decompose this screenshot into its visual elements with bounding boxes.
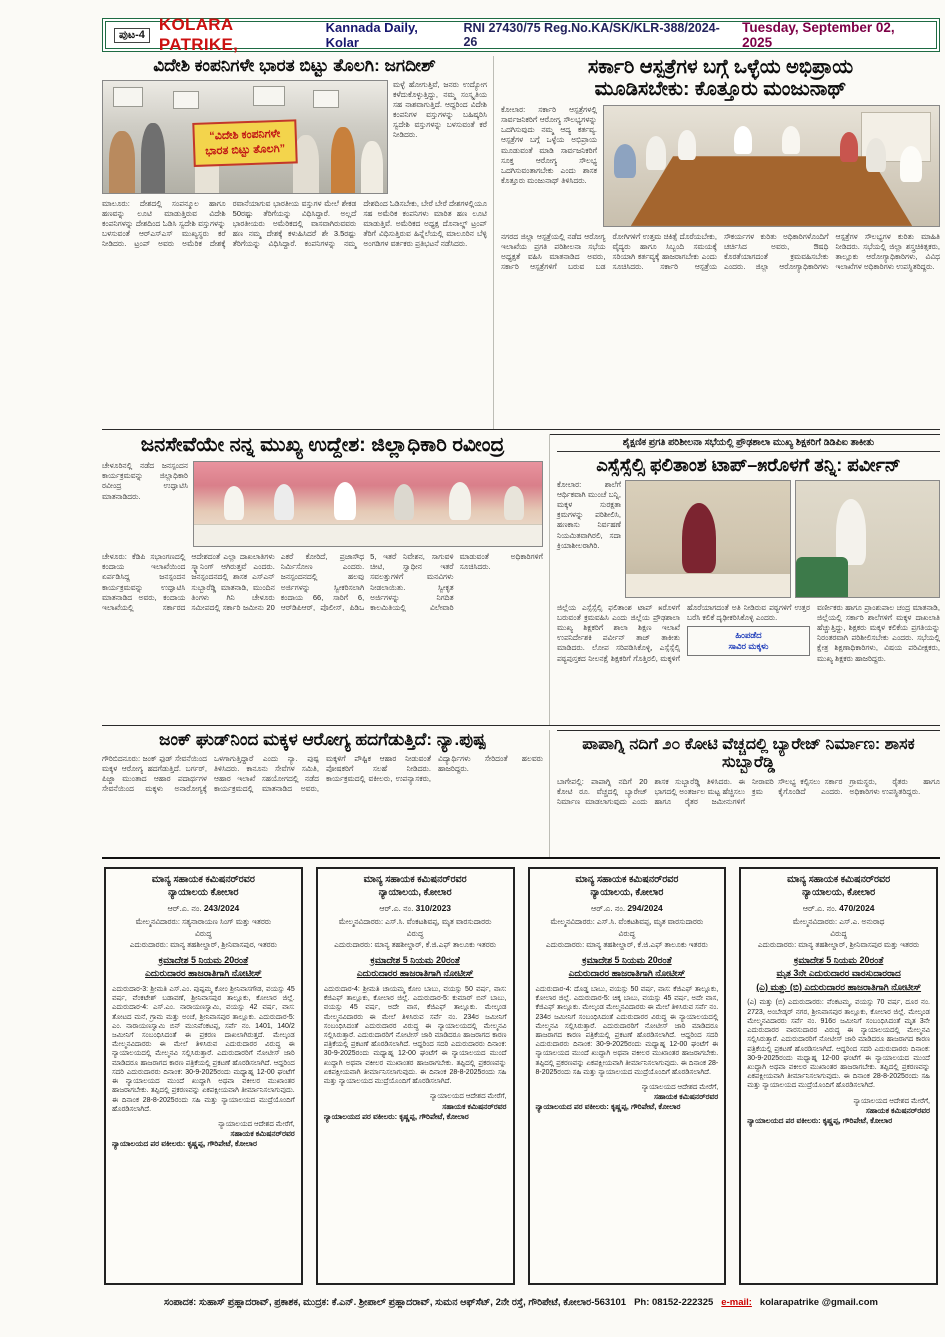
- issue-date: Tuesday, September 02, 2025: [742, 20, 895, 50]
- case-label: ಆರ್.ಎ. ನಂ.: [590, 903, 626, 913]
- signature-line-3: ನ್ಯಾಯಾಲಯದ ಪರ ವಕೀಲರು: ಕೃಷ್ಣಪ್ಪ, ಗೌರಿಪೇಟೆ, ಕೋಲಾರ: [323, 1111, 469, 1121]
- legal-notice-1: [104, 867, 303, 1285]
- person-silhouette: [331, 127, 355, 193]
- person-silhouette: [646, 136, 666, 170]
- case-number: 310/2023: [415, 902, 452, 913]
- versus-line: ವಿರುದ್ಧ: [195, 929, 212, 939]
- appellant-line: ಮೇಲ್ಮನವಿದಾರರು: ಎಸ್.ಸಿ. ವೆಂಕಟಶಿವಪ್ಪ, ಮೃತ ವಾರಸುದಾರರು: [550, 917, 704, 927]
- respondent-line: ಎದುರುದಾರರು: ಮಾನ್ಯ ತಹಶೀಲ್ದಾರ್, ಶ್ರೀನಿವಾಸಪುರ, ಇತರರು: [129, 939, 278, 949]
- order-line-3: ಎದುರುದಾರರ ಹಾಜರಾತಿಗಾಗಿ ನೋಟೀಸ್: [356, 968, 474, 979]
- newspaper-subtitle: Kannada Daily, Kolar: [325, 20, 418, 50]
- person-silhouette: [782, 126, 800, 154]
- newspaper-brand: KOLARA PATRIKE,: [158, 15, 239, 54]
- placard-shape: [313, 90, 339, 108]
- article-top: [501, 105, 940, 227]
- imprint-text: ಸಂಪಾದಕ: ಸುಹಾಸ್ ಪ್ರಹ್ಲಾದರಾವ್, ಪ್ರಕಾಶಕ, ಮುದ್ರಕ: ಕೆ.ಎನ್. ಶ್ರೀಪಾಲ್ ಪ್ರಹ್ಲಾದರಾವ್, ಸುಮನ ಆಫ್‌ಸೆಟ್, 2ನೇ ರಸ್ತೆ, ಗೌರಿಪೇಟೆ, ಕೋಲಾರ-563101: [164, 1297, 627, 1308]
- appellant-line: ಮೇಲ್ಮನವಿದಾರರು: ಎಸ್.ಸಿ. ವೆಂಕಟಶಿವಪ್ಪ, ಮೃತ ವಾರಸುದಾರರು: [338, 917, 492, 927]
- order-line-3: ಎದುರುದಾರರ ಹಾಜರಾತಿಗಾಗಿ ನೋಟೀಸ್: [568, 968, 686, 979]
- legal-notices-row: [102, 859, 940, 1291]
- lower-article-row: [102, 726, 940, 859]
- court-name-line1: ಮಾನ್ಯ ಸಹಾಯಕ ಕಮಿಷನರ್‌ರವರ: [151, 874, 255, 885]
- person-silhouette: [866, 138, 886, 172]
- article-lead-column: ಕೋಲಾರ: ಸರ್ಕಾರಿ ಆಸ್ಪತ್ರೆಗಳಲ್ಲಿ ಸಾರ್ವಜನಿಕರಿಗೆ ಆರೋಗ್ಯ ಸೌಲಭ್ಯಗಳನ್ನು ಒದಗಿಸುವುದು ನಮ್ಮ ಆದ್ಯ ಕರ್ತವ್ಯ. ಆಸ್ಪತ್ರೆಗಳ ಬಗ್ಗೆ ಒಳ್ಳೆಯ ಅಭಿಪ್ರಾಯ ಮೂಡುವಂತೆ ಮಾಡಿ ಸಾರ್ವಜನಿಕರಿಗೆ ಸೂಕ್ತ ಆರೋಗ್ಯ ಸೌಲಭ್ಯ ಒದಗಿಸುವಂತಾಗಬೇಕು ಎಂದು ಶಾಸಕ ಕೊತ್ತೂರು ಮಂಜುನಾಥ್ ತಿಳಿಸಿದರು.: [501, 104, 597, 186]
- article-barrage: [550, 730, 940, 857]
- signature-line-1: ನ್ಯಾಯಾಲಯದ ಆದೇಶದ ಮೇರೆಗೆ,: [853, 1097, 930, 1105]
- notice-body: ಎದುರುದಾರ-4: ದೊಡ್ಡ ಬಾಬು, ವಯಸ್ಸು 50 ವರ್ಷ, ವಾಸ: ಕೆಜಿಎಫ್ ತಾಲ್ಲೂಕು, ಕೋಲಾರ ಜಿಲ್ಲೆ. ಎದುರುದಾರ-5: ಚಿಕ್ಕ ಬಾಬು, ವಯಸ್ಸು 45 ವರ್ಷ, ಅದೇ ವಾಸ, ಕೆಜಿಎಫ್ ತಾಲ್ಲೂಕು. ಮೇಲ್ಕಂಡ ಮೇಲ್ಮನವಿದಾರರು ಈ ಮೇಲೆ ತಿಳಿಸಿರುವ ಸರ್ವೆ ನಂ. 234ರ ಜಮೀನಿಗೆ ಸಂಬಂಧಿಸಿದಂತೆ ಎದುರುದಾರರ ವಿರುದ್ಧ ಈ ನ್ಯಾಯಾಲಯದಲ್ಲಿ ಮೇಲ್ಮನವಿ ಸಲ್ಲಿಸಿರುತ್ತಾರೆ. ಎದುರುದಾರರಿಗೆ ನೋಟೀಸ್ ಜಾರಿ ಮಾಡಿದರೂ ಹಾಜರಾಗದ ಕಾರಣ ಪತ್ರಿಕೆಯಲ್ಲಿ ಪ್ರಕಟಣೆ ಹೊರಡಿಸಲಾಗಿದೆ. ಆದ್ದರಿಂದ ಸದರಿ ಎದುರುದಾರರು ದಿನಾಂಕ: 30-9-2025ರಂದು ಮಧ್ಯಾಹ್ನ 12-00 ಘಂಟೆಗೆ ಈ ನ್ಯಾಯಾಲಯದ ಮುಂದೆ ಖುದ್ದಾಗಿ ಅಥವಾ ವಕೀಲರ ಮುಖಾಂತರ ಹಾಜರಾಗಬೇಕು. ತಪ್ಪಿದಲ್ಲಿ ಪ್ರಕರಣವನ್ನು ಏಕಪಕ್ಷೀಯವಾಗಿ ತೀರ್ಮಾನಿಸಲಾಗುವುದು. ಈ ದಿನಾಂಕ 28-8-2025ರಂದು ಸಹಿ ಮತ್ತು ನ್ಯಾಯಾಲಯದ ಮುದ್ರೆಯೊಂದಿಗೆ ಹೊರಡಿಸಲಾಗಿದೆ.: [535, 985, 719, 1076]
- notice-body: ಎದುರುದಾರ-4: ಶ್ರೀಮತಿ ಚಾಯಮ್ಮ ಕೋಂ ಬಾಬು, ವಯಸ್ಸು 50 ವರ್ಷ, ವಾಸ: ಕೆಜಿಎಫ್ ತಾಲ್ಲೂಕು, ಕೋಲಾರ ಜಿಲ್ಲೆ. ಎದುರುದಾರ-5: ಕುಮಾರ್ ಬಿನ್ ಬಾಬು, ವಯಸ್ಸು 45 ವರ್ಷ, ಅದೇ ವಾಸ, ಕೆಜಿಎಫ್ ತಾಲ್ಲೂಕು. ಮೇಲ್ಕಂಡ ಮೇಲ್ಮನವಿದಾರರು ಈ ಮೇಲೆ ತಿಳಿಸಿರುವ ಸರ್ವೆ ನಂ. 234ರ ಜಮೀನಿಗೆ ಸಂಬಂಧಿಸಿದಂತೆ ಎದುರುದಾರರ ವಿರುದ್ಧ ಈ ನ್ಯಾಯಾಲಯದಲ್ಲಿ ಮೇಲ್ಮನವಿ ಸಲ್ಲಿಸಿರುತ್ತಾರೆ. ಎದುರುದಾರರಿಗೆ ನೋಟೀಸ್ ಜಾರಿ ಮಾಡಿದರೂ ಹಾಜರಾಗದ ಕಾರಣ ಪತ್ರಿಕೆಯಲ್ಲಿ ಪ್ರಕಟಣೆ ಹೊರಡಿಸಲಾಗಿದೆ. ಆದ್ದರಿಂದ ಸದರಿ ಎದುರುದಾರರು ದಿನಾಂಕ: 30-9-2025ರಂದು ಮಧ್ಯಾಹ್ನ 12-00 ಘಂಟೆಗೆ ಈ ನ್ಯಾಯಾಲಯದ ಮುಂದೆ ಖುದ್ದಾಗಿ ಅಥವಾ ವಕೀಲರ ಮುಖಾಂತರ ಹಾಜರಾಗಬೇಕು. ತಪ್ಪಿದಲ್ಲಿ ಪ್ರಕರಣವನ್ನು ಏಕಪಕ್ಷೀಯವಾಗಿ ತೀರ್ಮಾನಿಸಲಾಗುವುದು. ಈ ದಿನಾಂಕ 28-8-2025ರಂದು ಸಹಿ ಮತ್ತು ನ್ಯಾಯಾಲಯದ ಮುದ್ರೆಯೊಂದಿಗೆ ಹೊರಡಿಸಲಾಗಿದೆ.: [323, 985, 507, 1086]
- signature-line-2: ಸಹಾಯಕ ಕಮಿಷನರ್‌ರವರ: [653, 1092, 719, 1102]
- subhead-line-1: ಹಿಂಪಡೆದ: [735, 630, 762, 641]
- subhead-line-2: ಸಾವಿರ ಮಕ್ಕಳು: [728, 641, 769, 652]
- signature-line-1: ನ್ಯಾಯಾಲಯದ ಆದೇಶದ ಮೇರೆಗೆ,: [218, 1121, 295, 1129]
- article-body-text: ಜಿಲ್ಲೆಯ ಎಸ್ಸೆಸ್ಸೆಲ್ಸಿ ಫಲಿತಾಂಶ ಟಾಪ್ ೫ರೊಳಗೆ ಬರುವಂತೆ ಕ್ರಮವಹಿಸಿ ಎಂದು ಜಿಲ್ಲೆಯ ಪ್ರೌಢಶಾಲಾ ಮುಖ್ಯ ಶಿಕ್ಷಕರಿಗೆ ಶಾಲಾ ಶಿಕ್ಷಣ ಇಲಾಖೆ ಉಪನಿರ್ದೇಶಕಿ ಪರ್ವೀನ್ ತಾಜ್ ತಾಕೀತು ಮಾಡಿದರು. ಲೋಪ ಸರಿಪಡಿಸಿಕೊಳ್ಳಿ, ಎಸ್ಸೆಸ್ಸೆಲ್ಸಿ ಪಠ್ಯಪುಸ್ತಕದ ನೀಲನಕ್ಷೆ ಶಿಕ್ಷಕರಿಗೆ ಗೊತ್ತಿರಲಿ, ಮಕ್ಕಳಿಗೆ ಹೊರೆಯಾಗದಂತೆ ಅತಿ ನೀಡಿರುವ ಪಠ್ಯಗಳಿಗೆ ಉತ್ತರ ಬರೆಸಿ ಕಲಿಕೆ ದೃಢೀಕರಿಸಿಕೊಳ್ಳಿ ಎಂದರು.: [557, 602, 810, 663]
- article-headline: ಜನಸೇವೆಯೇ ನನ್ನ ಮುಖ್ಯ ಉದ್ದೇಶ: ಜಿಲ್ಲಾಧಿಕಾರಿ ರವೀಂದ್ರ: [140, 434, 505, 456]
- person-silhouette: [840, 132, 858, 162]
- person-silhouette: [361, 141, 383, 193]
- article-headline: ಜಂಕ್ ಘುಡ್‌ನಿಂದ ಮಕ್ಕಳ ಆರೋಗ್ಯ ಹದಗೆಡುತ್ತಿದೆ: ನ್ಯಾ.ಪುಷ್ಪ: [159, 730, 486, 749]
- person-silhouette: [900, 146, 922, 182]
- court-name-line1: ಮಾನ್ಯ ಸಹಾಯಕ ಕಮಿಷನರ್‌ರವರ: [575, 874, 679, 885]
- officer-photo: [795, 480, 940, 598]
- order-line-1: ಕ್ರಮಾದೇಶ 5 ನಿಯಮ 20ರಂತೆ: [793, 954, 884, 965]
- article-foreign-companies: [102, 56, 494, 429]
- person-silhouette: [504, 486, 524, 520]
- article-body-text-2: ವರ್ಣೀಕರು ಹಾಗೂ ಪ್ರಾಂಶುಪಾಲ ಚಂದ್ರ ಮಾತನಾಡಿ, ಜಿಲ್ಲೆಯಲ್ಲಿ ಸರ್ಕಾರಿ ಶಾಲೆಗಳಿಗೆ ಮಕ್ಕಳ ದಾಖಲಾತಿ ಹೆಚ್ಚುತ್ತಿದ್ದು, ಶಿಕ್ಷಕರು ಮಕ್ಕಳ ಕಲಿಕೆಯ ಪ್ರಗತಿಯನ್ನು ನಿರಂತರವಾಗಿ ಪರಿಶೀಲಿಸಬೇಕು ಎಂದರು. ಸಭೆಯಲ್ಲಿ ಕ್ಷೇತ್ರ ಶಿಕ್ಷಣಾಧಿಕಾರಿಗಳು, ವಿಷಯ ಪರಿವೀಕ್ಷಕರು, ಮುಖ್ಯ ಶಿಕ್ಷಕರು ಹಾಜರಿದ್ದರು.: [817, 602, 940, 663]
- appellant-line: ಮೇಲ್ಮನವಿದಾರರು: ಸತ್ಯನಾರಾಯಣ ಸಿಂಗ್ ಮತ್ತು ಇತರರು: [135, 917, 272, 927]
- chair-shape: [796, 557, 847, 596]
- article-lead-column: ಚೇಳೂರಿನಲ್ಲಿ ನಡೆದ ಜನಸ್ಪಂದನ ಕಾರ್ಯಕ್ರಮವನ್ನು ಜಿಲ್ಲಾಧಿಕಾರಿ ರವೀಂದ್ರ ಉದ್ಘಾಟಿಸಿ ಮಾತನಾಡಿದರು.: [102, 461, 188, 501]
- imprint-footer: [102, 1293, 940, 1308]
- signature-line-2: ಸಹಾಯಕ ಕಮಿಷನರ್‌ರವರ: [230, 1129, 295, 1139]
- person-silhouette: [109, 131, 135, 193]
- case-label: ಆರ್.ಎ. ನಂ.: [802, 903, 837, 913]
- dais-table-shape: [194, 524, 542, 546]
- versus-line: ವಿರುದ್ಧ: [830, 929, 847, 939]
- article-top: [557, 480, 940, 598]
- event-dais-photo: [193, 461, 543, 547]
- appellant-line: ಮೇಲ್ಮನವಿದಾರರು: ಎಸ್.ಎ. ಅನುರಾಧ: [792, 917, 885, 927]
- notice-signature: [324, 1092, 507, 1121]
- meeting-photo: [603, 105, 940, 227]
- person-silhouette: [449, 482, 471, 520]
- speaker-photo: [625, 480, 791, 598]
- order-heading: [324, 954, 507, 981]
- order-line-2: ಮೃತ 3ನೇ ಎದುರುದಾರರ ವಾರಸುದಾರರಾದ: [776, 968, 901, 979]
- signature-line-2: ಸಹಾಯಕ ಕಮಿಷನರ್‌ರವರ: [442, 1101, 507, 1111]
- article-body: ಬಾಗೇಪಲ್ಲಿ: ಪಾಪಾಗ್ನಿ ನದಿಗೆ 20 ಕೋಟಿ ರೂ. ವೆಚ್ಚದಲ್ಲಿ ಬ್ಯಾರೇಜ್ ನಿರ್ಮಾಣ ಮಾಡಲಾಗುವುದು ಎಂದು ಶಾಸಕ ಸುಬ್ಬಾರೆಡ್ಡಿ ತಿಳಿಸಿದರು. ಈ ಭಾಗದಲ್ಲಿ ಅಂತರ್ಜಲ ಮಟ್ಟ ಹೆಚ್ಚಿಸಲು ಹಾಗೂ ರೈತರ ಜಮೀನುಗಳಿಗೆ ನೀರಾವರಿ ಸೌಲಭ್ಯ ಕಲ್ಪಿಸಲು ಸರ್ಕಾರ ಕ್ರಮ ಕೈಗೊಂಡಿದೆ ಎಂದರು. ಗ್ರಾಮಸ್ಥರು, ರೈತರು ಹಾಗೂ ಅಧಿಕಾರಿಗಳು ಉಪಸ್ಥಿತರಿದ್ದರು.: [557, 776, 940, 807]
- person-silhouette: [614, 144, 636, 178]
- article-side-column: ಮಳ್ಳೆ ಹೋಗುತ್ತಿವೆ, ಜನರು ಉದ್ಯೋಗ ಕಳೆದುಕೊಳ್ಳುತ್ತಿದ್ದು, ನಮ್ಮ ಸಂಸ್ಕೃತಿಯ ಸಹ ನಾಶವಾಗುತ್ತಿದೆ. ಆದ್ದರಿಂದ ವಿದೇಶಿ ಕಂಪನಿಗಳ ವಸ್ತುಗಳನ್ನು ಬಹಿಷ್ಕರಿಸಿ ಸ್ವದೇಶಿ ವಸ್ತುಗಳನ್ನು ಬಳಸುವಂತೆ ಕರೆ ನೀಡಿದರು.: [393, 79, 487, 140]
- protest-banner: [192, 120, 297, 167]
- person-silhouette: [734, 126, 752, 154]
- court-name-line2: ನ್ಯಾಯಾಲಯ, ಕೋಲಾರ: [590, 886, 664, 898]
- versus-line: ವಿರುದ್ಧ: [618, 929, 636, 939]
- person-silhouette: [334, 482, 356, 520]
- email-label: e-mail:: [721, 1297, 752, 1308]
- placard-shape: [253, 86, 285, 106]
- legal-notice-2: [316, 867, 515, 1285]
- placard-shape: [113, 87, 143, 107]
- order-line-1: ಕ್ರಮಾದೇಶ 5 ನಿಯಮ 20ರಂತೆ: [158, 954, 249, 965]
- order-line-1: ಕ್ರಮಾದೇಶ 5 ನಿಯಮ 20ರಂತೆ: [370, 954, 460, 965]
- banner-line-2: ಭಾರತ ಬಿಟ್ಟು ತೊಲಗಿ”: [205, 142, 286, 158]
- article-junk-food: [102, 730, 550, 857]
- article-body: ನಗರದ ಜಿಲ್ಲಾ ಆಸ್ಪತ್ರೆಯಲ್ಲಿ ನಡೆದ ಆರೋಗ್ಯ ಇಲಾಖೆಯ ಪ್ರಗತಿ ಪರಿಶೀಲನಾ ಸಭೆಯ ಅಧ್ಯಕ್ಷತೆ ವಹಿಸಿ ಮಾತನಾಡಿದ ಅವರು, ಸರ್ಕಾರಿ ಆಸ್ಪತ್ರೆಗಳಿಗೆ ಬರುವ ಬಡ ರೋಗಿಗಳಿಗೆ ಉತ್ತಮ ಚಿಕಿತ್ಸೆ ದೊರೆಯಬೇಕು, ವೈದ್ಯರು ಹಾಗೂ ಸಿಬ್ಬಂದಿ ಸಮಯಕ್ಕೆ ಸರಿಯಾಗಿ ಕರ್ತವ್ಯಕ್ಕೆ ಹಾಜರಾಗಬೇಕು ಎಂದು ಸೂಚಿಸಿದರು. ಸರ್ಕಾರಿ ಆಸ್ಪತ್ರೆಯ ಸೌಕರ್ಯಗಳ ಕುರಿತು ಅಧಿಕಾರಿಗಳೊಂದಿಗೆ ಚರ್ಚಿಸಿದ ಅವರು, ಔಷಧಿ ಕೊರತೆಯಾಗದಂತೆ ಕ್ರಮವಹಿಸಬೇಕು ಎಂದರು. ಜಿಲ್ಲಾ ಆರೋಗ್ಯಾಧಿಕಾರಿಗಳು ಆಸ್ಪತ್ರೆಗಳ ಸೌಲಭ್ಯಗಳ ಕುರಿತು ಮಾಹಿತಿ ನೀಡಿದರು. ಸಭೆಯಲ್ಲಿ ಜಿಲ್ಲಾ ಶಸ್ತ್ರಚಿಕಿತ್ಸಕರು, ತಾಲ್ಲೂಕು ಆರೋಗ್ಯಾಧಿಕಾರಿಗಳು, ವಿವಿಧ ಇಲಾಖೆಗಳ ಅಧಿಕಾರಿಗಳು ಉಪಸ್ಥಿತರಿದ್ದರು.: [501, 231, 940, 272]
- case-number: 470/2024: [839, 902, 875, 913]
- case-label: ಆರ್.ಎ. ನಂ.: [167, 903, 202, 913]
- notice-signature: [747, 1097, 930, 1126]
- middle-article-row: [102, 430, 940, 726]
- article-kicker: ಶೈಕ್ಷಣಿಕ ಪ್ರಗತಿ ಪರಿಶೀಲನಾ ಸಭೆಯಲ್ಲಿ ಪ್ರೌಢಶಾಲಾ ಮುಖ್ಯ ಶಿಕ್ಷಕರಿಗೆ ಡಿಡಿಪಿಐ ತಾಕೀತು: [557, 435, 940, 452]
- article-body: [557, 603, 940, 664]
- article-headline: ವಿದೇಶಿ ಕಂಪನಿಗಳೇ ಭಾರತ ಬಿಟ್ಟು ತೊಲಗಿ: ಜಗದೀಶ್: [153, 56, 436, 75]
- person-silhouette: [141, 123, 165, 193]
- court-name-line2: ನ್ಯಾಯಾಲಯ ಕೋಲಾರ: [168, 886, 239, 898]
- case-label: ಆರ್.ಎ. ನಂ.: [379, 903, 414, 913]
- protest-photo: [102, 80, 388, 194]
- article-sslc-results: [550, 434, 940, 725]
- signature-line-3: ನ್ಯಾಯಾಲಯದ ಪರ ವಕೀಲರು: ಕೃಷ್ಣಪ್ಪ, ಗೌರಿಪೇಟೆ, ಕೋಲಾರ: [535, 1102, 681, 1112]
- case-number: 294/2024: [627, 902, 663, 913]
- article-headline-line2: ಮೂಡಿಸಬೇಕು: ಕೊತ್ತೂರು ಮಂಜುನಾಥ್: [594, 78, 847, 101]
- legal-notice-3: [528, 867, 727, 1285]
- article-subhead-box: [687, 626, 810, 656]
- order-line-3: (ಎ) ಮತ್ತು (ಬಿ) ಎದುರುದಾರರ ಹಾಜರಾತಿಗಾಗಿ ನೋಟೀಸ್: [756, 981, 922, 992]
- registration-number: RNI 27430/75 Reg.No.KA/SK/KLR-388/2024-26: [463, 21, 720, 49]
- notice-body: (ಎ) ಮತ್ತು (ಬಿ) ಎದುರುದಾರರು: ವೆಂಕಟಮ್ಮ, ವಯಸ್ಸು 70 ವರ್ಷ, ದೂರ ನಂ. 2723, ಅಂಬೇಡ್ಕರ್ ನಗರ, ಶ್ರೀನಿವಾಸಪುರ ತಾಲ್ಲೂಕು, ಕೋಲಾರ ಜಿಲ್ಲೆ. ಮೇಲ್ಕಂಡ ಮೇಲ್ಮನವಿದಾರರು ಸರ್ವೆ ನಂ. 916ರ ಜಮೀನಿಗೆ ಸಂಬಂಧಿಸಿದಂತೆ ಮೃತ 3ನೇ ಎದುರುದಾರರ ವಾರಸುದಾರರ ವಿರುದ್ಧ ಈ ನ್ಯಾಯಾಲಯದಲ್ಲಿ ಮೇಲ್ಮನವಿ ಸಲ್ಲಿಸಿರುತ್ತಾರೆ. ಎದುರುದಾರರಿಗೆ ನೋಟೀಸ್ ಜಾರಿ ಮಾಡಿದರೂ ಹಾಜರಾಗದ ಕಾರಣ ಪತ್ರಿಕೆಯಲ್ಲಿ ಪ್ರಕಟಣೆ ಹೊರಡಿಸಲಾಗಿದೆ. ಆದ್ದರಿಂದ ಸದರಿ ಎದುರುದಾರರು ದಿನಾಂಕ: 30-9-2025ರಂದು ಮಧ್ಯಾಹ್ನ 12-00 ಘಂಟೆಗೆ ಈ ನ್ಯಾಯಾಲಯದ ಮುಂದೆ ಖುದ್ದಾಗಿ ಅಥವಾ ವಕೀಲರ ಮುಖಾಂತರ ಹಾಜರಾಗಬೇಕು. ತಪ್ಪಿದಲ್ಲಿ ಪ್ರಕರಣವನ್ನು ಏಕಪಕ್ಷೀಯವಾಗಿ ತೀರ್ಮಾನಿಸಲಾಗುವುದು. ಈ ದಿನಾಂಕ 28-8-2025ರಂದು ಸಹಿ ಮತ್ತು ನ್ಯಾಯಾಲಯದ ಮುದ್ರೆಯೊಂದಿಗೆ ಹೊರಡಿಸಲಾಗಿದೆ.: [747, 999, 930, 1090]
- order-heading: [536, 954, 719, 981]
- case-number-line: [536, 903, 719, 915]
- order-heading: [112, 954, 295, 981]
- court-name-line2: ನ್ಯಾಯಾಲಯ, ಕೋಲಾರ: [378, 886, 452, 898]
- signature-line-1: ನ್ಯಾಯಾಲಯದ ಆದೇಶದ ಮೇರೆಗೆ,: [430, 1093, 507, 1101]
- signature-line-2: ಸಹಾಯಕ ಕಮಿಷನರ್‌ರವರ: [865, 1105, 930, 1115]
- person-silhouette: [682, 503, 716, 573]
- article-janaspandana: [102, 434, 550, 725]
- legal-notice-4: [739, 867, 938, 1285]
- signature-line-3: ನ್ಯಾಯಾಲಯದ ಪರ ವಕೀಲರು: ಕೃಷ್ಣಪ್ಪ, ಗೌರಿಪೇಟೆ, ಕೋಲಾರ: [747, 1115, 893, 1125]
- article-body: ಚೇಳೂರು: ಕೆಡಿಪಿ ಸಭಾಂಗಣದಲ್ಲಿ ಕಂದಾಯ ಇಲಾಖೆಯಿಂದ ಏರ್ಪಡಿಸಿದ್ದ ಜನಸ್ಪಂದನ ಕಾರ್ಯಕ್ರಮವನ್ನು ಉದ್ಘಾಟಿಸಿ ಮಾತನಾಡಿದ ಅವರು, ಕಂದಾಯ ಇಲಾಖೆಯಲ್ಲಿ ಸರ್ಕಾರದ ಆದೇಶದಂತೆ ಎಲ್ಲಾ ದಾಖಲಾತಿಗಳು ಸ್ಕ್ಯಾನಿಂಗ್ ಆಗಿರುತ್ತವೆ ಎಂದರು. ಜನಸ್ಪಂದನದಲ್ಲಿ ಶಾಸಕ ಎಸ್‌ಎನ್ ಸುಬ್ಬಾರೆಡ್ಡಿ ಮಾತನಾಡಿ, ಮುಂದಿನ ತಿಂಗಳು ಗಿನಿ ಚೇಳೂರು ಸಮೀಪದಲ್ಲಿ ಸರ್ಕಾರಿ ಜಮೀನು 20 ಎಕರೆ ಕೋರಿದೆ, ಪ್ರಜಾಸೌಧ ನಿರ್ಮಿಸೋಣ ಎಂದರು. ಜನಸ್ಪಂದನದಲ್ಲಿ ಹಲವು ಅರ್ಜಿಗಳನ್ನು ಸ್ವೀಕರಿಸಲಾಗಿ ಕಂದಾಯ 66, ಸಾರಿಗೆ 6, ಆರ್‌ಡಿಪಿಆರ್, ಪೊಲೀಸ್, ಪಿಡಿಒ 5, ಇತರೆ ನಿವೇಶನ, ಸಾಗುವಳಿ ಚೀಟಿ, ಸ್ವಾಧೀನ ಇತರೆ ಸವಲತ್ತುಗಳಿಗೆ ಮನವಿಗಳು ನೀಡಲಾಯಿತು. ಸ್ವೀಕೃತ ಅರ್ಜಿಗಳನ್ನು ನಿಗದಿತ ಕಾಲಮಿತಿಯಲ್ಲಿ ವಿಲೇವಾರಿ ಮಾಡುವಂತೆ ಅಧಿಕಾರಿಗಳಿಗೆ ಸೂಚಿಸಿದರು.: [102, 552, 543, 612]
- person-silhouette: [678, 130, 696, 160]
- page-content: [102, 15, 940, 1308]
- court-name-line1: ಮಾನ್ಯ ಸಹಾಯಕ ಕಮಿಷನರ್‌ರವರ: [363, 874, 467, 885]
- person-silhouette: [836, 499, 866, 565]
- respondent-line: ಎದುರುದಾರರು: ಮಾನ್ಯ ತಹಶೀಲ್ದಾರ್, ಶ್ರೀನಿವಾಸಪುರ ಮತ್ತು ಇತರರು: [757, 939, 920, 949]
- article-government-hospitals: [494, 56, 940, 429]
- masthead: [102, 15, 940, 54]
- respondent-line: ಎದುರುದಾರರು: ಮಾನ್ಯ ತಹಶೀಲ್ದಾರ್, ಕೆ.ಜಿ.ಎಫ್ ತಾಲೂಕು ಇತರರು: [545, 939, 708, 949]
- email-address: kolarapatrike @gmail.com: [759, 1297, 878, 1308]
- person-silhouette: [224, 486, 244, 520]
- article-top: [102, 461, 543, 547]
- order-line-3: ಎದುರುದಾರರ ಹಾಜರಾತಿಗಾಗಿ ನೋಟೀಸ್: [145, 968, 262, 979]
- case-number-line: [324, 903, 507, 915]
- signature-line-3: ನ್ಯಾಯಾಲಯದ ಪರ ವಕೀಲರು: ಕೃಷ್ಣಪ್ಪ, ಗೌರಿಪೇಟೆ, ಕೋಲಾರ: [112, 1139, 258, 1149]
- person-silhouette: [394, 484, 414, 520]
- versus-line: ವಿರುದ್ಧ: [406, 929, 424, 939]
- placard-shape: [173, 91, 199, 109]
- article-headline: ಪಾಪಾಗ್ನಿ ನದಿಗೆ ೨೦ ಕೋಟಿ ವೆಚ್ಚದಲ್ಲಿ ಬ್ಯಾರೇಜ್ ನಿರ್ಮಾಣ: ಶಾಸಕ ಸುಬ್ಬಾರೆಡ್ಡಿ: [557, 730, 940, 773]
- phone-number: Ph: 08152-222325: [634, 1297, 714, 1308]
- article-top: [102, 80, 487, 194]
- respondent-line: ಎದುರುದಾರರು: ಮಾನ್ಯ ತಹಶೀಲ್ದಾರ್, ಕೆ.ಜಿ.ಎಫ್ ತಾಲೂಕು ಇತರರು: [334, 939, 497, 949]
- article-lead-column: ಕೋಲಾರ: ಶಾಲೆಗೆ ಆರ್ಥಿಕವಾಗಿ ಮುಂಚೆ ಬನ್ನಿ, ಮಕ್ಕಳ ಸುರಕ್ಷತಾ ಕ್ರಮಗಳನ್ನು ಪರಿಶೀಲಿಸಿ, ಹಣಕಾಸು ನಿರ್ವಹಣೆ ನಿಯಮಿತವಾಗಿರಲಿ, ಸದಾ ಕ್ರಿಯಾಶೀಲರಾಗಿರಿ.: [557, 479, 621, 550]
- court-name-line2: ನ್ಯಾಯಾಲಯ, ಕೋಲಾರ: [802, 886, 876, 898]
- article-body: ಮಾಲೂರು: ದೇಶದಲ್ಲಿ ಸಂಪನ್ಮೂಲ ಹಾಗೂ ಹಣವನ್ನು ಲೂಟಿ ಮಾಡುತ್ತಿರುವ ವಿದೇಶಿ ಕಂಪನಿಗಳನ್ನು ದೇಶದಿಂದ ಓಡಿಸಿ ಸ್ವದೇಶಿ ವಸ್ತುಗಳನ್ನು ಬಳಸುವಂತೆ ಆರ್‌ಎಸ್‌ಎಸ್ ಮುಖ್ಯಸ್ಥರು ಕರೆ ನೀಡಿದರು. ಟ್ರಂಪ್ ಅವರು ಅಮೆರಿಕ ದೇಶಕ್ಕೆ ರವಾನೆಯಾಗುವ ಭಾರತೀಯ ವಸ್ತುಗಳ ಮೇಲೆ ಶೇಕಡ 50ರಷ್ಟು ತೆರಿಗೆಯನ್ನು ವಿಧಿಸಿದ್ದಾರೆ. ಅಲ್ಲದೆ ಭಾರತೀಯರು ಅಮೆರಿಕದಲ್ಲಿ ವಾಸವಾಗಿರುವವರು ಹಣ ನಮ್ಮ ದೇಶಕ್ಕೆ ಕಳುಹಿಸಿದರೆ ಶೇ 3.5ರಷ್ಟು ತೆರಿಗೆಯನ್ನು ವಿಧಿಸಿದ್ದಾರೆ. ಕಂಪನಿಗಳನ್ನು ನಮ್ಮ ದೇಶದಿಂದ ಓಡಿಸಬೇಕು, ಬೇರೆ ಬೇರೆ ದೇಶಗಳಲ್ಲಿಯೂ ಸಹ ಅಮೆರಿಕ ಕಂಪನಿಗಳು ಮಾರಿತ ಹಣ ಲೂಟಿ ಮಾಡುತ್ತಿವೆ. ಅಮೆರಿಕದ ಅಧ್ಯಕ್ಷ ದೊನಾಲ್ಡ್ ಟ್ರಂಪ್ ತೆರಿಗೆ ವಿಧಿಸುತ್ತಿರುವ ಹಿನ್ನೆಲೆಯಲ್ಲಿ ಮಾಲೂರಿನ ಬೆಳ್ಳಿ ಅಂಗಡಿಗಳ ವರ್ತಕರು ಪ್ರತಿಭಟನೆ ನಡೆಸಿದರು.: [102, 198, 487, 249]
- top-article-row: [102, 52, 940, 430]
- case-number: 243/2024: [203, 902, 240, 913]
- article-headline-line1: ಸರ್ಕಾರಿ ಆಸ್ಪತ್ರೆಗಳ ಬಗ್ಗೆ ಒಳ್ಳೆಯ ಅಭಿಪ್ರಾಯ: [587, 56, 854, 78]
- signature-line-1: ನ್ಯಾಯಾಲಯದ ಆದೇಶದ ಮೇರೆಗೆ,: [641, 1084, 719, 1092]
- banner-line-1: “ವಿದೇಶಿ ಕಂಪನಿಗಳೇ: [209, 128, 281, 143]
- person-silhouette: [274, 484, 294, 520]
- case-number-line: [747, 903, 930, 915]
- notice-body: ಎದುರುದಾರ-3: ಶ್ರೀಮತಿ ಎಸ್.ಎಂ. ಪುಷ್ಪಮ್ಮ ಕೋಂ ಶ್ರೀನಿವಾಸಗೌಡ, ವಯಸ್ಸು 45 ವರ್ಷ, ವೆಂಕಟೇಶ್ ಬಡಾವಣೆ, ಶ್ರೀನಿವಾಸಪುರ ತಾಲ್ಲೂಕು, ಕೋಲಾರ ಜಿಲ್ಲೆ. ಎದುರುದಾರ-4: ಎಸ್.ಎಂ. ನಾರಾಯಣಸ್ವಾಮಿ, ವಯಸ್ಸು 42 ವರ್ಷ, ವಾಸ: ತೋಟದ ಮನೆ, ಗ್ರಾಮ ಮತ್ತು ಅಂಚೆ, ಶ್ರೀನಿವಾಸಪುರ ತಾಲ್ಲೂಕು. ಎದುರುದಾರ-5: ಎಂ. ನಾರಾಯಣಸ್ವಾಮಿ ಬಿನ್ ಮುನಿವೆಂಕಟಪ್ಪ, ಸರ್ವೆ ನಂ. 1401, 140/2 ಜಮೀನಿಗೆ ಸಂಬಂಧಿಸಿದಂತೆ ಈ ಪ್ರಕರಣ ದಾಖಲಾಗಿರುತ್ತದೆ. ಮೇಲ್ಕಂಡ ಮೇಲ್ಮನವಿದಾರರು ಈ ಮೇಲೆ ತಿಳಿಸಿರುವ ಎದುರುದಾರರ ವಿರುದ್ಧ ಈ ನ್ಯಾಯಾಲಯದಲ್ಲಿ ಮೇಲ್ಮನವಿ ಸಲ್ಲಿಸಿರುತ್ತಾರೆ. ಎದುರುದಾರರಿಗೆ ನೋಟೀಸ್ ಜಾರಿ ಮಾಡಿದರೂ ಹಾಜರಾಗದ ಕಾರಣ ಪತ್ರಿಕೆಯಲ್ಲಿ ಪ್ರಕಟಣೆ ಹೊರಡಿಸಲಾಗಿದೆ. ಆದ್ದರಿಂದ ಸದರಿ ಎದುರುದಾರರು ದಿನಾಂಕ: 30-9-2025ರಂದು ಮಧ್ಯಾಹ್ನ 12-00 ಘಂಟೆಗೆ ಈ ನ್ಯಾಯಾಲಯದ ಮುಂದೆ ಖುದ್ದಾಗಿ ಅಥವಾ ವಕೀಲರ ಮುಖಾಂತರ ಹಾಜರಾಗಬೇಕು. ತಪ್ಪಿದಲ್ಲಿ ಪ್ರಕರಣವನ್ನು ಏಕಪಕ್ಷೀಯವಾಗಿ ತೀರ್ಮಾನಿಸಲಾಗುವುದು. ಈ ದಿನಾಂಕ 28-8-2025ರಂದು ಸಹಿ ಮತ್ತು ನ್ಯಾಯಾಲಯದ ಮುದ್ರೆಯೊಂದಿಗೆ ಹೊರಡಿಸಲಾಗಿದೆ.: [112, 985, 295, 1113]
- notice-signature: [536, 1083, 719, 1112]
- article-headline: ಎಸ್ಸೆಸ್ಸೆಲ್ಸಿ ಫಲಿತಾಂಶ ಟಾಪ್–೫ರೊಳಗೆ ತನ್ನಿ: ಪರ್ವೀನ್: [596, 455, 901, 475]
- page-number-label: ಪುಟ-4: [114, 28, 150, 43]
- case-number-line: [112, 903, 295, 915]
- order-heading: [747, 954, 930, 995]
- desk-shape: [626, 574, 790, 597]
- notice-signature: [112, 1120, 295, 1149]
- court-name-line1: ಮಾನ್ಯ ಸಹಾಯಕ ಕಮಿಷನರ್‌ರವರ: [787, 874, 891, 885]
- order-line-1: ಕ್ರಮಾದೇಶ 5 ನಿಯಮ 20ರಂತೆ: [582, 954, 672, 965]
- article-body: ಗೌರಿಬಿದನೂರು: ಜಂಕ್ ಫುಡ್ ಸೇವನೆಯಿಂದ ಮಕ್ಕಳ ಆರೋಗ್ಯ ಹದಗೆಡುತ್ತಿದೆ. ಬರ್ಗರ್, ಪಿಜ್ಜಾ ಮುಂತಾದ ಆಹಾರ ಪದಾರ್ಥಗಳ ಸೇವನೆಯಿಂದ ಮಕ್ಕಳು ಅನಾರೋಗ್ಯಕ್ಕೆ ಒಳಗಾಗುತ್ತಿದ್ದಾರೆ ಎಂದು ನ್ಯಾ. ಪುಷ್ಪ ತಿಳಿಸಿದರು. ಕಾನೂನು ಸೇವೆಗಳ ಸಮಿತಿ, ಆಹಾರ ಇಲಾಖೆ ಸಹಯೋಗದಲ್ಲಿ ನಡೆದ ಕಾರ್ಯಕ್ರಮದಲ್ಲಿ ಮಾತನಾಡಿದ ಅವರು, ಮಕ್ಕಳಿಗೆ ಪೌಷ್ಟಿಕ ಆಹಾರ ನೀಡುವಂತೆ ಪೋಷಕರಿಗೆ ಸಲಹೆ ನೀಡಿದರು. ಕಾರ್ಯಕ್ರಮದಲ್ಲಿ ವಕೀಲರು, ಉಪನ್ಯಾಸಕರು, ವಿದ್ಯಾರ್ಥಿಗಳು ಸೇರಿದಂತೆ ಹಲವರು ಹಾಜರಿದ್ದರು.: [102, 753, 543, 794]
